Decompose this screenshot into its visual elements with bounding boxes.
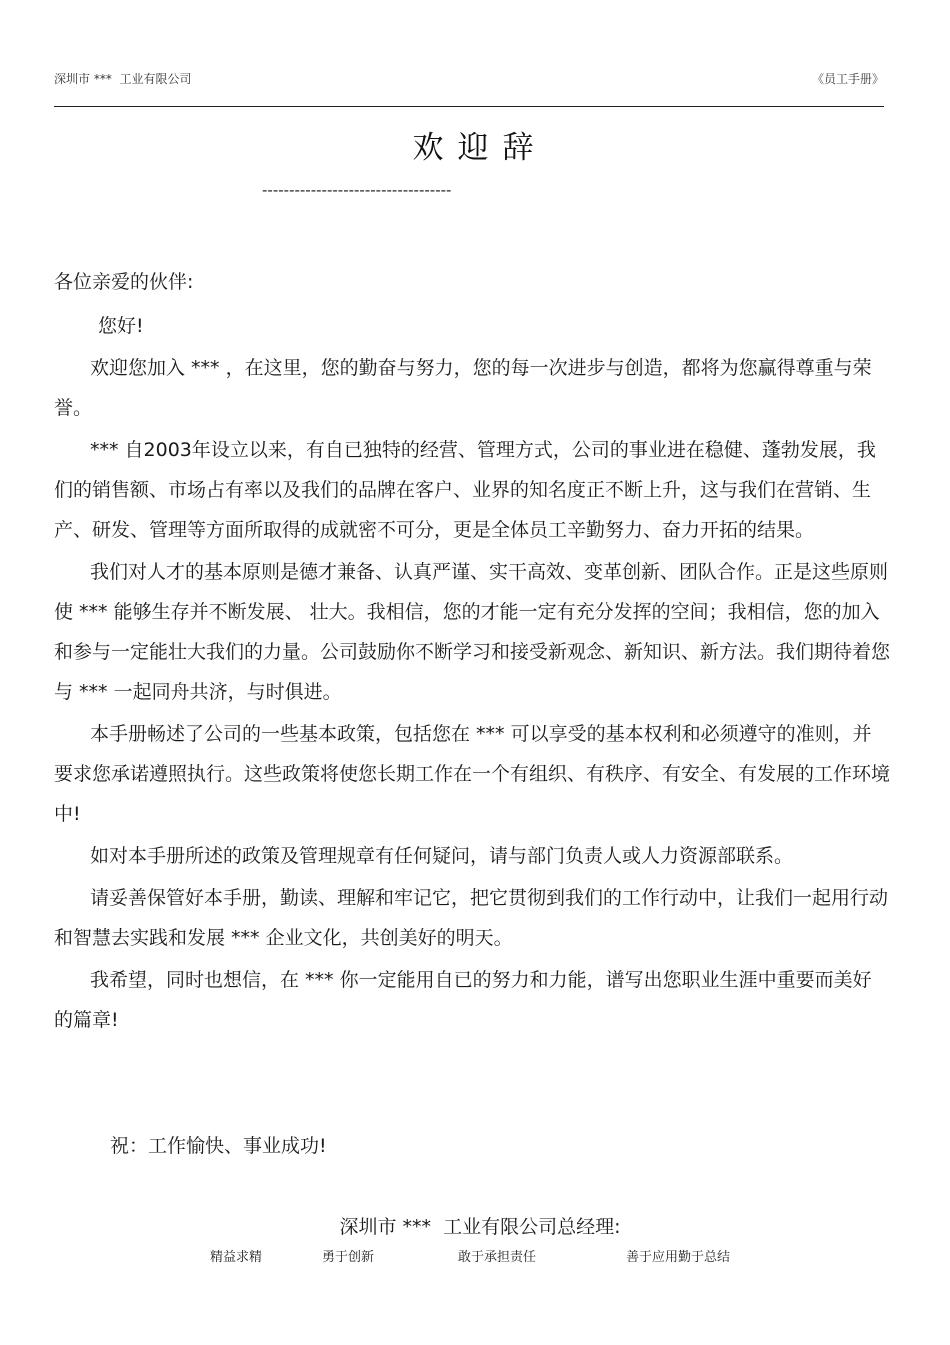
paragraph-questions: 如对本手册所述的政策及管理规章有任何疑问，请与部门负责人或人力资源部联系。 — [90, 845, 794, 867]
salutation: 各位亲爱的伙伴: — [54, 271, 194, 293]
document-title: 欢迎辞 — [412, 130, 548, 166]
slogan-item: 敢于承担责任 — [458, 1250, 537, 1265]
signature-line: 深圳市 *** 工业有限公司总经理: — [339, 1216, 621, 1238]
slogan-item: 精益求精 — [210, 1250, 263, 1265]
paragraph-wishes: 我希望，同时也想信，在 *** 你一定能用自已的努力和力能，谱写出您职业生涯中重要而美好的篇章! — [54, 969, 872, 1031]
closing-wish: 祝：工作愉快、事业成功! — [110, 1135, 327, 1157]
header-handbook-title: 《员工手册》 — [811, 72, 884, 86]
header-company: 深圳市 *** 工业有限公司 — [54, 72, 192, 86]
paragraph-handbook-policies: 本手册畅述了公司的一些基本政策，包括您在 *** 可以享受的基本权利和必须遵守的准则，并要求您承诺遵照执行。这些政策将使您长期工作在一个有组织、有秩序、有安全、有发展的工作环境中! — [54, 723, 891, 825]
title-underline-dashes: ----------------------------------- — [262, 181, 452, 199]
slogan-item: 善于应用勤于总结 — [626, 1250, 731, 1265]
paragraph-history: *** 自2003年设立以来，有自已独特的经营、管理方式，公司的事业进在稳健、蓬勃发展，我们的销售额、市场占有率以及我们的品牌在客户、业界的知名度正不断上升，这与我们在营销、生产、研发、管理等方面所取得的成就密不可分，更是全体员工辛勤努力、奋力开拓的结果。 — [54, 439, 876, 541]
paragraph-principles: 我们对人才的基本原则是德才兼备、认真严谨、实干高效、变革创新、团队合作。正是这些原则使 *** 能够生存并不断发展、 壮大。我相信，您的才能一定有充分发挥的空间；我相信，您的加入和参与一定能壮大我们的力量。公司鼓励你不断学习和接受新观念、新知识、新方法。我们期待着您与 *** 一起同舟共济，与时俱进。 — [54, 561, 891, 703]
letter-body — [54, 262, 890, 1040]
paragraph-keep-handbook: 请妥善保管好本手册，勤读、理解和牢记它，把它贯彻到我们的工作行动中，让我们一起用行动和智慧去实践和发展 *** 企业文化，共创美好的明天。 — [54, 887, 889, 949]
page-header — [54, 70, 884, 90]
paragraph-welcome: 欢迎您加入 *** ，在这里，您的勤奋与努力，您的每一次进步与创造，都将为您赢得尊重与荣誉。 — [54, 357, 872, 419]
greeting: 您好! — [98, 315, 144, 337]
slogan-item: 勇于创新 — [322, 1250, 375, 1265]
header-divider — [54, 106, 884, 107]
slogan-footer — [210, 1246, 810, 1266]
